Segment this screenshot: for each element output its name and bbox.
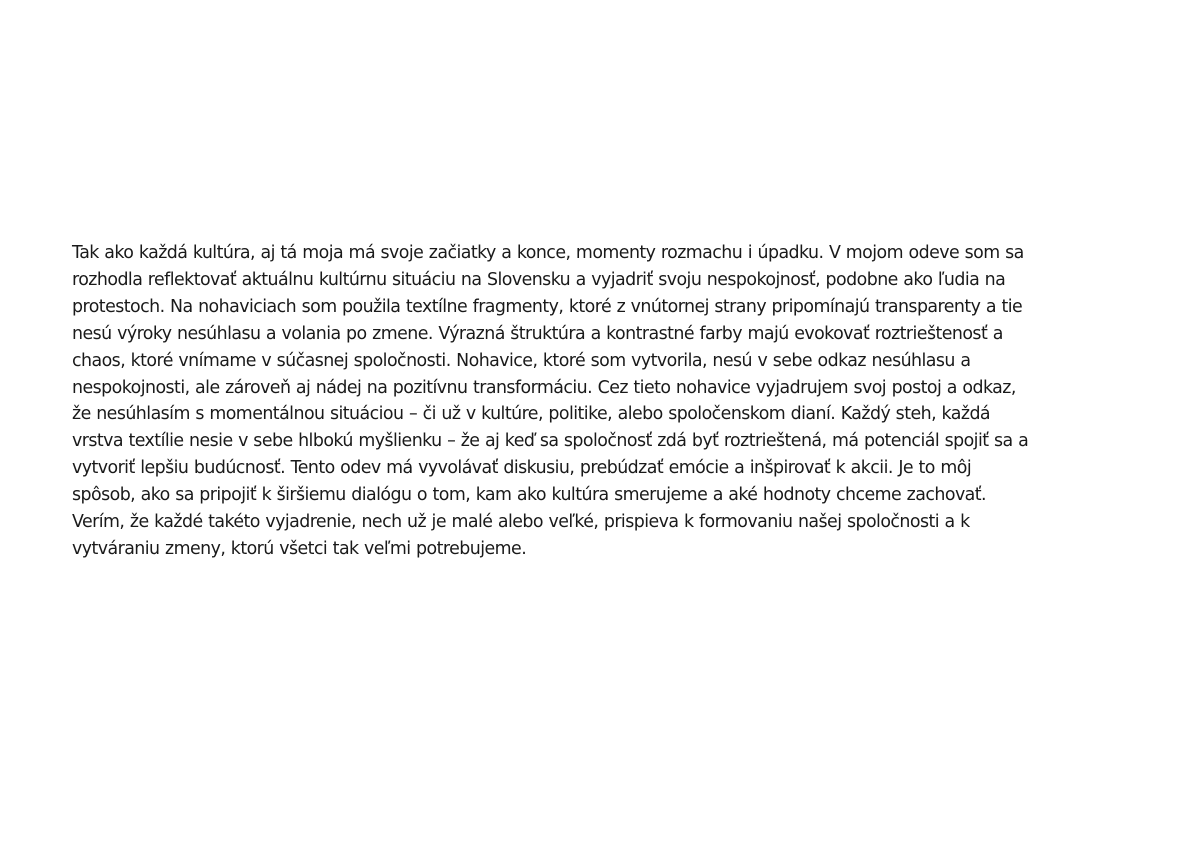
paragraph-line: protestoch. Na nohaviciach som použila textílne fragmenty, ktoré z vnútornej strany pripomínajú transparenty a tie — [72, 296, 1023, 317]
paragraph-line: vytvoriť lepšiu budúcnosť. Tento odev má vyvolávať diskusiu, prebúdzať emócie a inšpirovať k akcii. Je to môj — [72, 458, 972, 479]
body-paragraph — [72, 240, 1167, 563]
paragraph-line: vytváraniu zmeny, ktorú všetci tak veľmi potrebujeme. — [72, 538, 527, 559]
paragraph-line: vrstva textílie nesie v sebe hlbokú myšlienku – že aj keď sa spoločnosť zdá byť roztrieštená, má potenciál spojiť sa a — [72, 431, 1029, 452]
paragraph-line: nesú výroky nesúhlasu a volania po zmene. Výrazná štruktúra a kontrastné farby majú evokovať roztrieštenosť a — [72, 323, 1003, 344]
paragraph-line: spôsob, ako sa pripojiť k širšiemu dialógu o tom, kam ako kultúra smerujeme a aké hodnoty chceme zachovať. — [72, 485, 987, 506]
paragraph-line: Verím, že každé takéto vyjadrenie, nech už je malé alebo veľké, prispieva k formovaniu našej spoločnosti a k — [72, 512, 970, 533]
paragraph-line: Tak ako každá kultúra, aj tá moja má svoje začiatky a konce, momenty rozmachu i úpadku. V mojom odeve som sa — [72, 243, 1024, 263]
paragraph-line: rozhodla reflektovať aktuálnu kultúrnu situáciu na Slovensku a vyjadriť svoju nespokojnosť, podobne ako ľudia na — [72, 269, 1006, 290]
paragraph-line: chaos, ktoré vnímame v súčasnej spoločnosti. Nohavice, ktoré som vytvorila, nesú v sebe odkaz nesúhlasu a — [72, 350, 971, 371]
paragraph-line: že nesúhlasím s momentálnou situáciou – či už v kultúre, politike, alebo spoločenskom dianí. Každý steh, každá — [72, 404, 991, 425]
paragraph-line: nespokojnosti, ale zároveň aj nádej na pozitívnu transformáciu. Cez tieto nohavice vyjadrujem svoj postoj a odkaz, — [72, 377, 1016, 398]
